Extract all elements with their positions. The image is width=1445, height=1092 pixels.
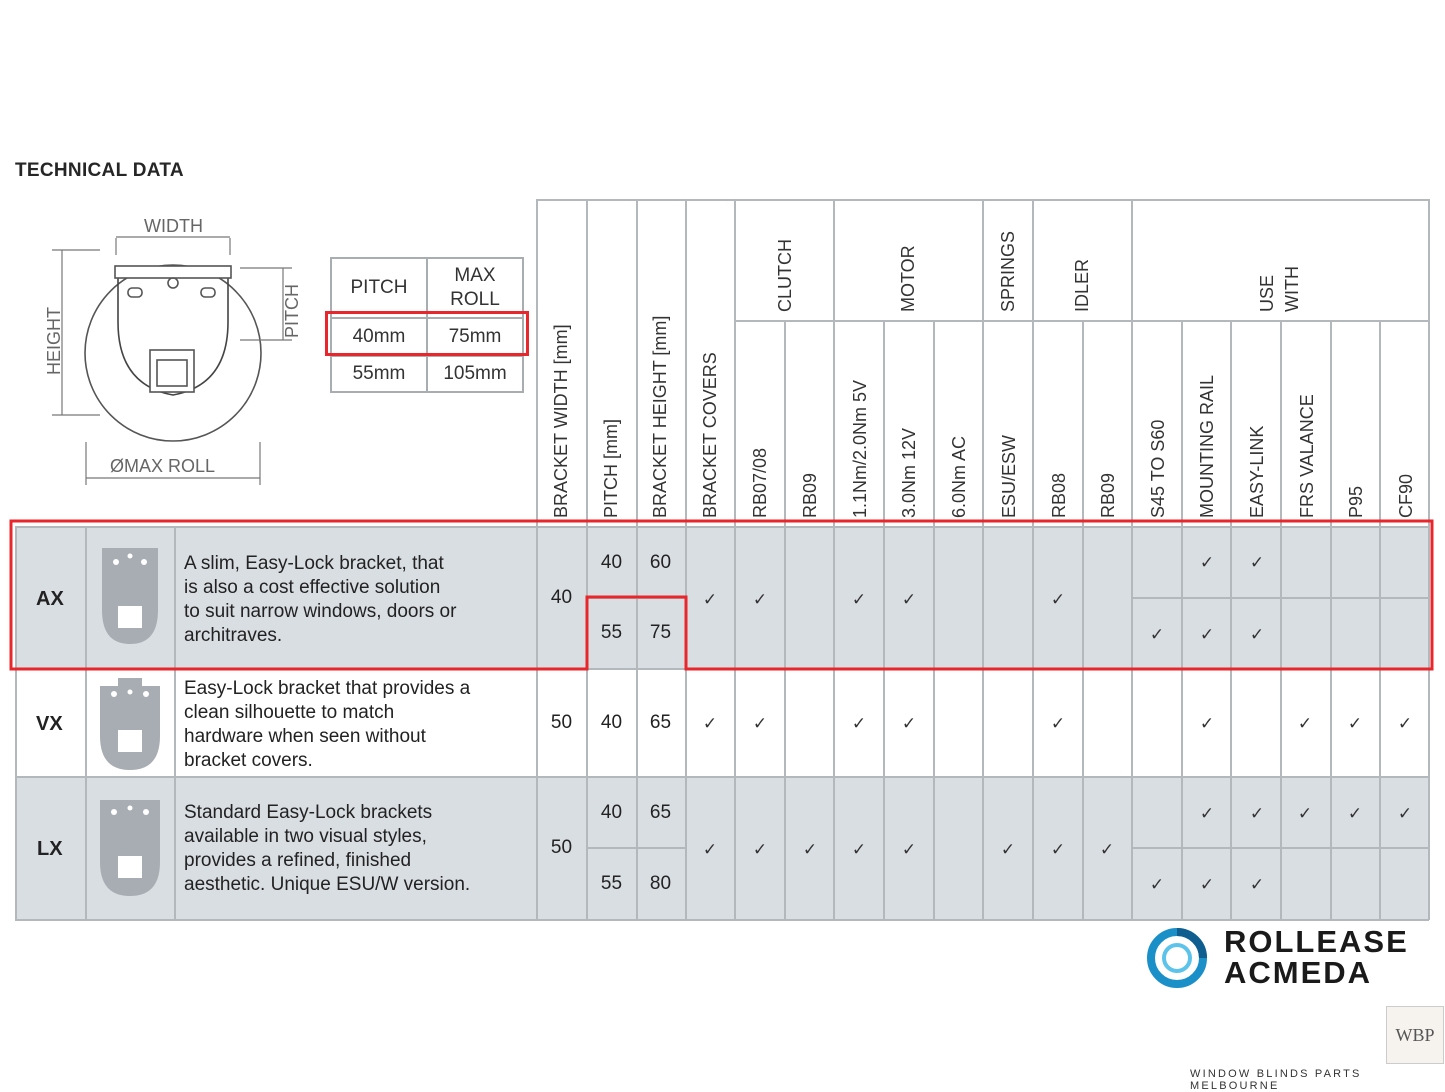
check-mark: ✓ — [702, 590, 718, 609]
ax-pitch-2: 55 — [600, 622, 623, 643]
check-mark: ✓ — [1249, 625, 1265, 644]
header-motor: MOTOR — [898, 245, 918, 312]
ax-bracket-width: 40 — [550, 587, 573, 608]
max-roll-75mm: 75mm — [427, 318, 523, 356]
subheader-4: 6.0Nm AC — [949, 435, 969, 518]
max-roll-header: MAX ROLL — [427, 258, 523, 318]
check-mark: ✓ — [1347, 714, 1363, 733]
check-mark: ✓ — [1149, 875, 1165, 894]
subheader-12: P95 — [1346, 485, 1366, 518]
ax-height-2: 75 — [649, 622, 672, 643]
subheader-11: FRS VALANCE — [1297, 394, 1317, 518]
check-mark: ✓ — [1199, 625, 1215, 644]
check-mark: ✓ — [901, 714, 917, 733]
rollease-acmeda-logo-text: ROLLEASE ACMEDA — [1224, 924, 1409, 990]
header-use: USE — [1257, 274, 1277, 312]
check-mark: ✓ — [1199, 553, 1215, 572]
header-springs: SPRINGS — [998, 230, 1018, 312]
desc-lx: Standard Easy-Lock brackets available in two visual styles, provides a refined, finished aesthetic. Unique ESU/W version. — [184, 802, 471, 895]
check-mark: ✓ — [1050, 840, 1066, 859]
check-mark: ✓ — [702, 840, 718, 859]
header-bracket-width: BRACKET WIDTH [mm] — [551, 324, 571, 518]
check-mark: ✓ — [901, 840, 917, 859]
check-mark: ✓ — [851, 590, 867, 609]
check-mark: ✓ — [1199, 804, 1215, 823]
check-mark: ✓ — [752, 590, 768, 609]
check-mark: ✓ — [901, 590, 917, 609]
check-mark: ✓ — [1050, 714, 1066, 733]
max-roll-label: ØMAX ROLL — [110, 456, 216, 476]
max-roll-105mm: 105mm — [427, 356, 523, 392]
check-mark: ✓ — [851, 840, 867, 859]
check-mark: ✓ — [1249, 553, 1265, 572]
check-mark: ✓ — [1050, 590, 1066, 609]
check-mark: ✓ — [1199, 714, 1215, 733]
grid-line-h — [15, 776, 1429, 778]
check-mark: ✓ — [1397, 714, 1413, 733]
header-bracket-height: BRACKET HEIGHT [mm] — [650, 315, 670, 518]
subheader-2: 1.1Nm/2.0Nm 5V — [850, 379, 870, 518]
wbp-logo: WBP — [1386, 1006, 1444, 1064]
lx-bracket-width: 50 — [550, 837, 573, 858]
wbp-caption: WINDOW BLINDS PARTS MELBOURNE — [1190, 1068, 1362, 1092]
subheader-1: RB09 — [800, 472, 820, 518]
grid-line-h — [15, 919, 1429, 921]
header-idler: IDLER — [1072, 258, 1092, 312]
lx-height-1: 65 — [649, 801, 672, 823]
check-mark: ✓ — [851, 714, 867, 733]
subheader-5: ESU/ESW — [999, 434, 1019, 518]
lx-pitch-1: 40 — [600, 801, 623, 823]
check-mark: ✓ — [802, 840, 818, 859]
check-mark: ✓ — [1099, 840, 1115, 859]
check-mark: ✓ — [1297, 714, 1313, 733]
check-mark: ✓ — [1297, 804, 1313, 823]
check-mark: ✓ — [1249, 875, 1265, 894]
subheader-3: 3.0Nm 12V — [899, 427, 919, 518]
check-mark: ✓ — [1397, 804, 1413, 823]
pitch-label: PITCH — [282, 284, 302, 338]
check-mark: ✓ — [1347, 804, 1363, 823]
header-pitch: PITCH [mm] — [601, 419, 621, 518]
width-label: WIDTH — [144, 216, 203, 236]
check-mark: ✓ — [702, 714, 718, 733]
code-ax: AX — [36, 588, 64, 610]
check-mark: ✓ — [752, 714, 768, 733]
check-mark: ✓ — [752, 840, 768, 859]
lx-bracket-image — [92, 792, 168, 904]
check-mark: ✓ — [1199, 875, 1215, 894]
subheader-7: RB09 — [1098, 472, 1118, 518]
vx-height: 65 — [649, 712, 672, 733]
page-title: TECHNICAL DATA — [15, 160, 184, 181]
code-lx: LX — [37, 838, 63, 860]
pitch-header: PITCH — [331, 258, 427, 318]
header-clutch: CLUTCH — [775, 238, 795, 312]
subheader-9: MOUNTING RAIL — [1197, 374, 1217, 518]
subheader-8: S45 TO S60 — [1148, 419, 1168, 518]
subheader-0: RB07/08 — [750, 447, 770, 518]
pitch-40mm: 40mm — [331, 318, 427, 356]
check-mark: ✓ — [1149, 625, 1165, 644]
desc-vx: Easy-Lock bracket that provides a clean silhouette to match hardware when seen without bracket covers. — [184, 678, 471, 771]
subheader-10: EASY-LINK — [1247, 425, 1267, 518]
header-with: WITH — [1282, 266, 1302, 312]
pitch-55mm: 55mm — [331, 356, 427, 392]
desc-ax: A slim, Easy-Lock bracket, that is also a cost effective solution to suit narrow windows, doors or architraves. — [184, 553, 457, 646]
lx-height-2: 80 — [649, 872, 672, 894]
rollease-acmeda-logo-icon — [1146, 927, 1208, 989]
code-vx: VX — [36, 713, 63, 735]
subheader-6: RB08 — [1049, 472, 1069, 518]
vx-bracket-width: 50 — [550, 712, 573, 733]
vx-pitch: 40 — [600, 712, 623, 733]
ax-pitch-1: 40 — [600, 552, 623, 573]
check-mark: ✓ — [1000, 840, 1016, 859]
check-mark: ✓ — [1249, 804, 1265, 823]
header-bracket-covers: BRACKET COVERS — [700, 352, 720, 518]
height-label: HEIGHT — [44, 306, 64, 375]
lx-pitch-2: 55 — [600, 872, 623, 894]
ax-height-1: 60 — [649, 552, 672, 573]
subheader-13: CF90 — [1396, 473, 1416, 518]
